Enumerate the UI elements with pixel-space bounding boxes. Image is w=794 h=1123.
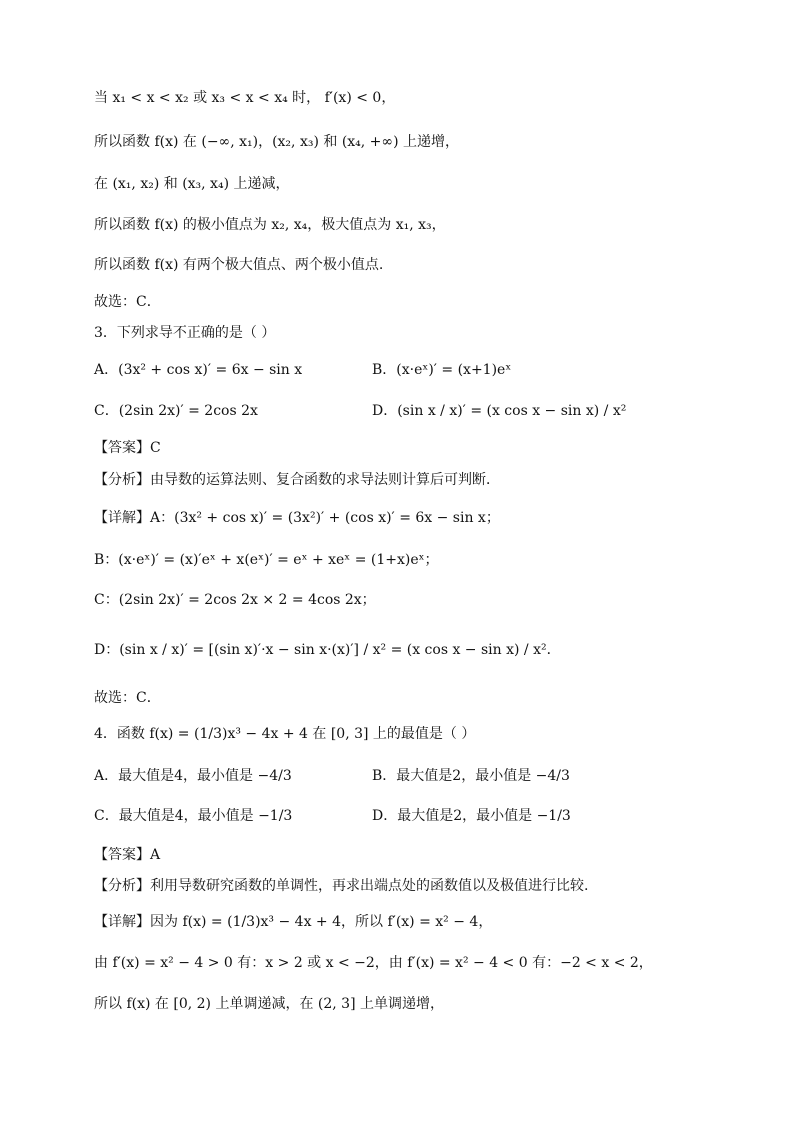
text-line: 当 x₁ < x < x₂ 或 x₃ < x < x₄ 时， f′(x) < 0， xyxy=(94,90,396,106)
text-line: 所以函数 f(x) 的极小值点为 x₂, x₄，极大值点为 x₁, x₃， xyxy=(94,217,446,233)
answer-line: 【答案】A xyxy=(94,847,161,863)
detail-line: 【详解】因为 f(x) = (1/3)x³ − 4x + 4，所以 f′(x) = x² − 4， xyxy=(94,914,493,930)
option-c: C．(2sin 2x)′ = 2cos 2x xyxy=(94,403,258,419)
analysis-line: 【分析】由导数的运算法则、复合函数的求导法则计算后可判断． xyxy=(94,472,500,488)
question-4-stem: 4．函数 f(x) = (1/3)x³ − 4x + 4 在 [0, 3] 上的最值是（ ） xyxy=(94,726,476,742)
option-d: D．(sin x / x)′ = (x cos x − sin x) / x² xyxy=(372,403,627,419)
detail-line: 【详解】A：(3x² + cos x)′ = (3x²)′ + (cos x)′ = 6x − sin x； xyxy=(94,510,500,526)
option-d: D．最大值是2，最小值是 −1/3 xyxy=(372,808,571,824)
option-b: B．(x·eˣ)′ = (x+1)eˣ xyxy=(372,362,512,378)
text-line: 所以函数 f(x) 在 (−∞, x₁)，(x₂, x₃) 和 (x₄, +∞) 上递增， xyxy=(94,134,459,150)
detail-line: B：(x·eˣ)′ = (x)′eˣ + x(eˣ)′ = eˣ + xeˣ = (1+x)eˣ； xyxy=(94,552,439,568)
option-b: B．最大值是2，最小值是 −4/3 xyxy=(372,768,570,784)
option-a: A．(3x² + cos x)′ = 6x − sin x xyxy=(94,362,303,378)
choice-line: 故选：C． xyxy=(94,690,161,706)
question-3-stem: 3．下列求导不正确的是（ ） xyxy=(94,325,276,341)
detail-line: C：(2sin 2x)′ = 2cos 2x × 2 = 4cos 2x； xyxy=(94,592,376,608)
analysis-line: 【分析】利用导数研究函数的单调性，再求出端点处的函数值以及极值进行比较. xyxy=(94,878,589,894)
option-a: A．最大值是4，最小值是 −4/3 xyxy=(94,768,292,784)
text-line: 所以函数 f(x) 有两个极大值点、两个极小值点. xyxy=(94,257,384,273)
answer-line: 【答案】C xyxy=(94,440,161,456)
text-line: 故选：C． xyxy=(94,294,161,310)
detail-line: 由 f′(x) = x² − 4 > 0 有：x > 2 或 x < −2，由 f′(x) = x² − 4 < 0 有：−2 < x < 2， xyxy=(94,955,653,971)
option-c: C．最大值是4，最小值是 −1/3 xyxy=(94,808,293,824)
text-line: 在 (x₁, x₂) 和 (x₃, x₄) 上递减， xyxy=(94,176,290,192)
detail-line: 所以 f(x) 在 [0, 2) 上单调递减，在 (2, 3] 上单调递增， xyxy=(94,996,444,1012)
detail-line: D：(sin x / x)′ = [(sin x)′·x − sin x·(x)′] / x² = (x cos x − sin x) / x²． xyxy=(94,642,561,658)
